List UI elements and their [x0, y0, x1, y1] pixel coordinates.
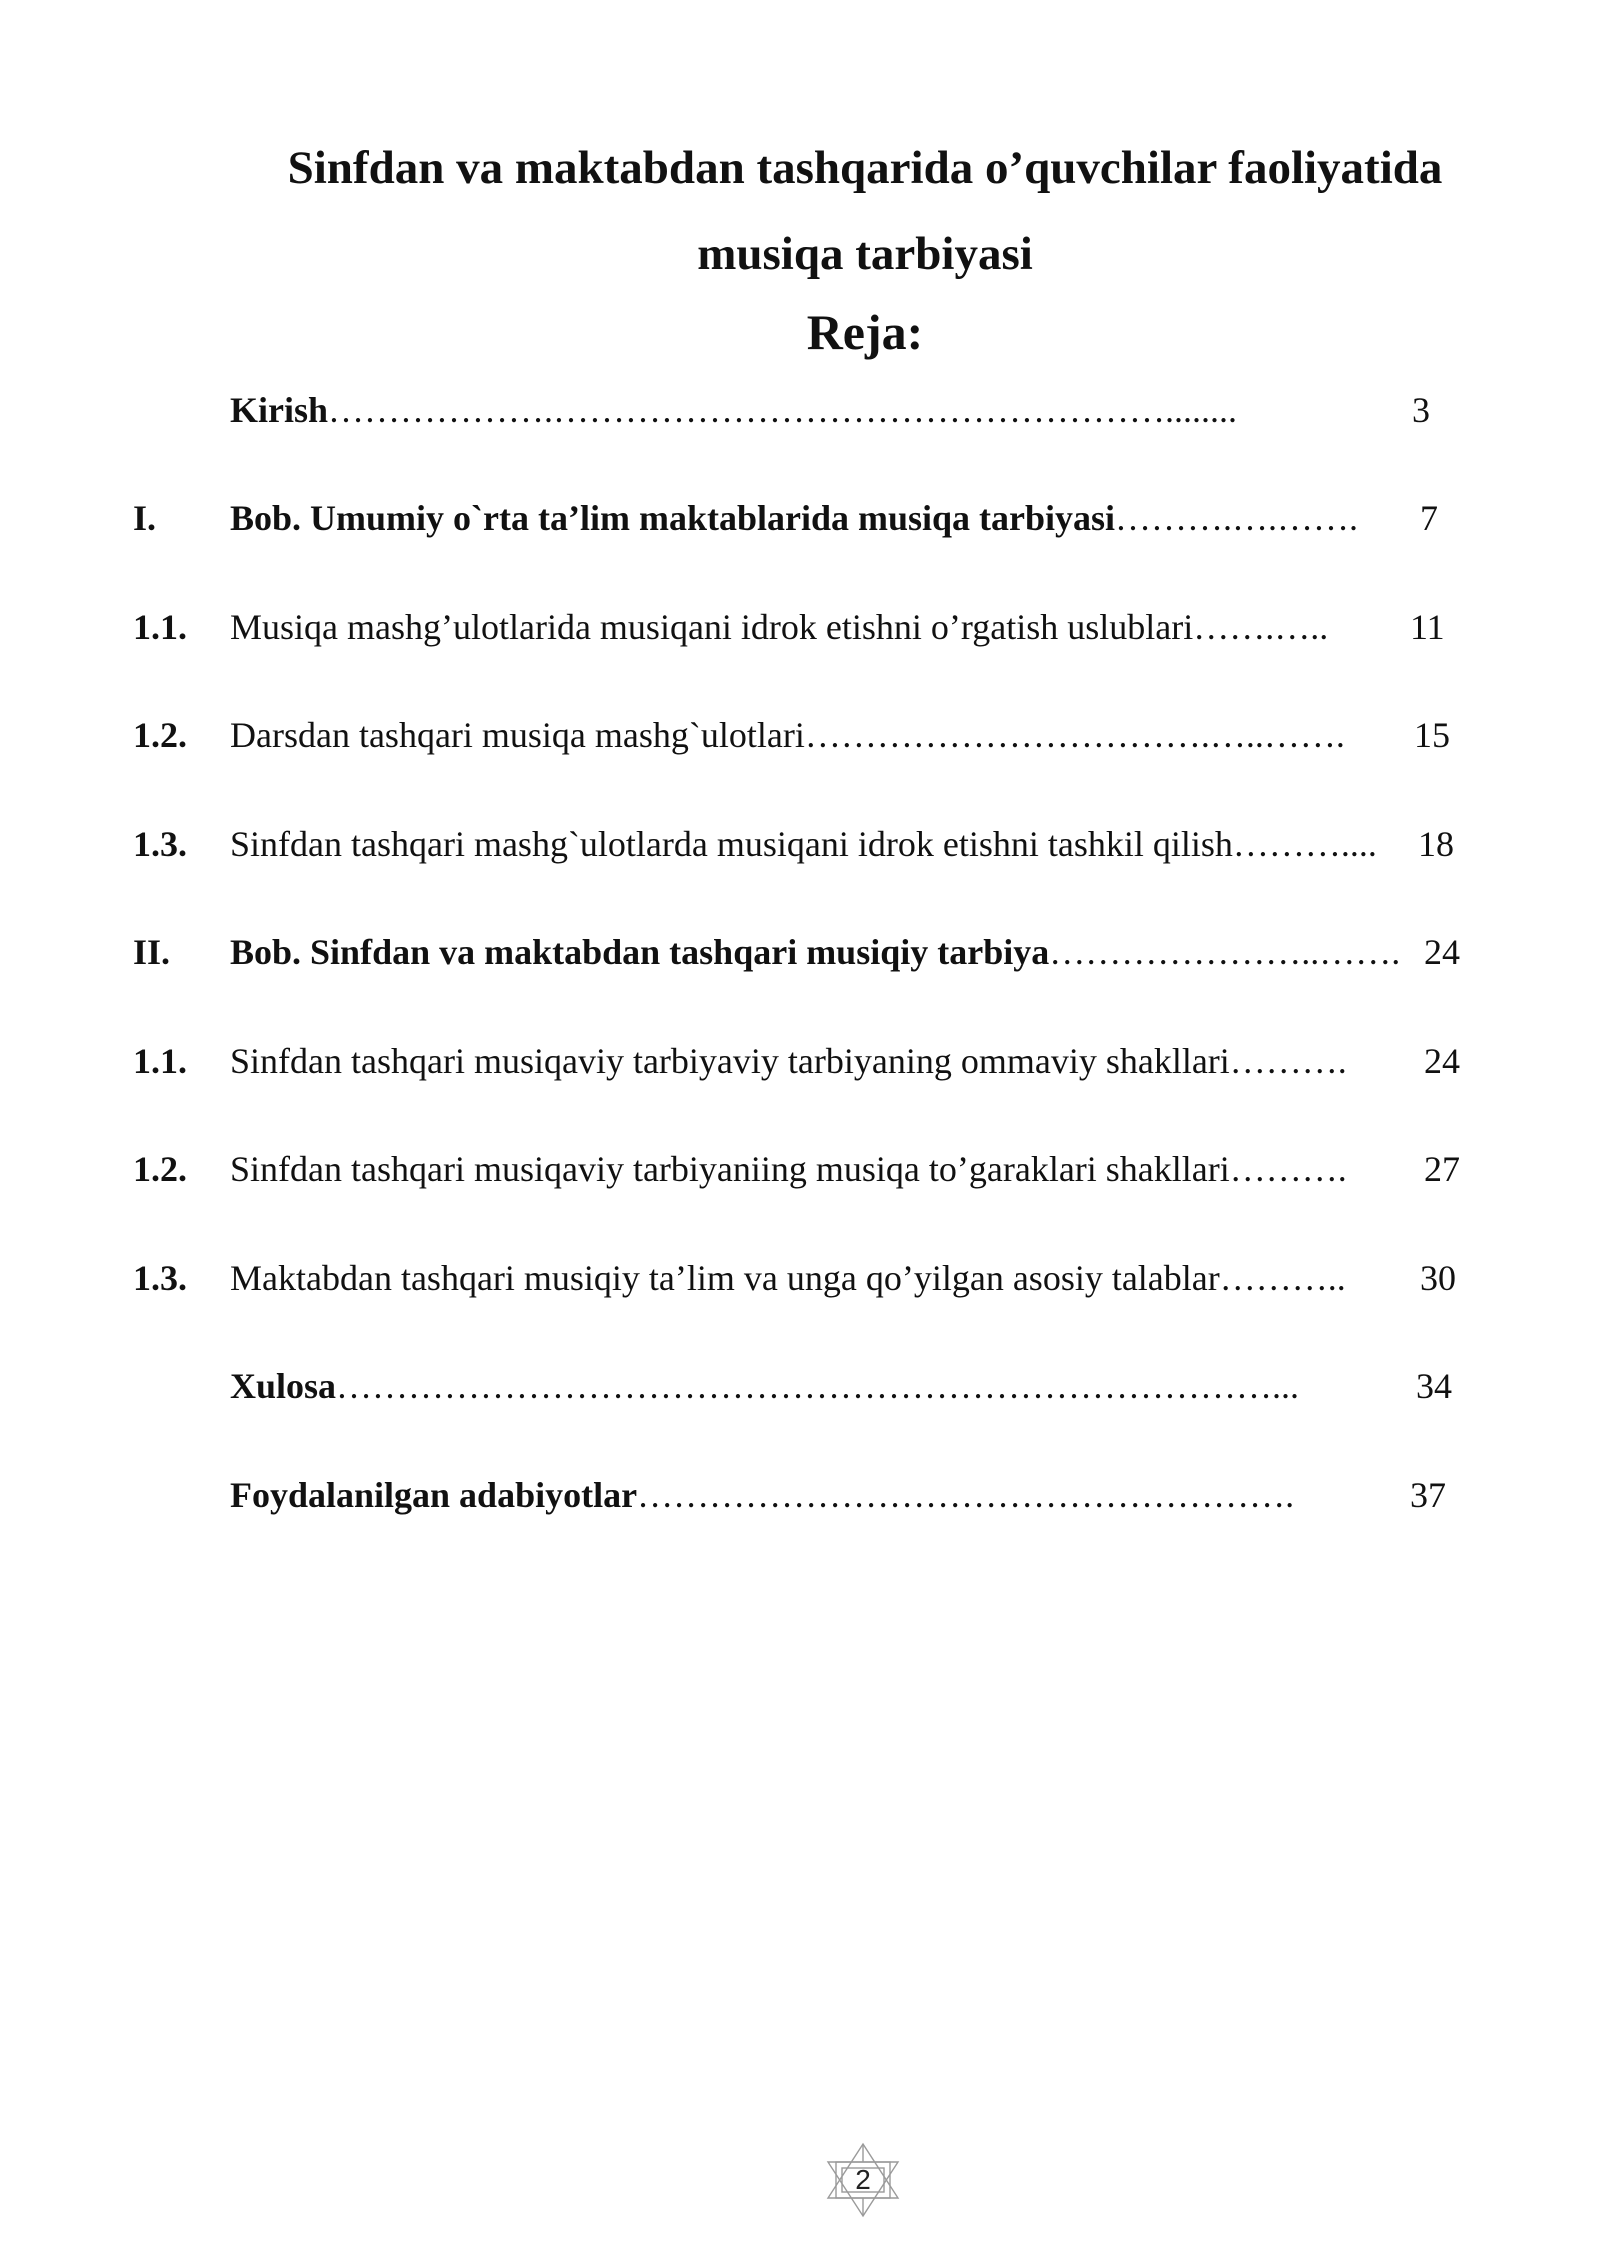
- toc-entry-page: 3: [1412, 390, 1430, 430]
- toc-entry-page: 30: [1420, 1258, 1456, 1298]
- toc-entry-page: 15: [1414, 715, 1450, 755]
- toc-entry-number: 1.2.: [133, 715, 187, 755]
- toc-entry: [0, 922, 1600, 982]
- toc-entry-page: 24: [1424, 1041, 1460, 1081]
- toc-entry: [0, 705, 1600, 765]
- toc-entry-label: Xulosa: [230, 1366, 337, 1406]
- toc-entry-page: 11: [1410, 607, 1445, 647]
- toc-entry: [0, 488, 1600, 548]
- toc-entry-leader: …….…..: [1193, 607, 1329, 647]
- toc-entry-label: Bob. Umumiy o`rta ta’lim maktablarida musiqa tarbiyasi: [230, 498, 1116, 538]
- toc-entry-number: 1.2.: [133, 1149, 187, 1189]
- toc-entry-label: Sinfdan tashqari musiqaviy tarbiyaniing musiqa to’garaklari shakllari: [230, 1149, 1230, 1189]
- toc-entry-leader: ………....: [1232, 824, 1377, 864]
- toc-entry-number: I.: [133, 498, 157, 538]
- toc-entry-leader: ………..: [1219, 1258, 1346, 1298]
- toc-entry-number: II.: [133, 932, 171, 972]
- toc-entry-label: Bob. Sinfdan va maktabdan tashqari musiqiy tarbiya: [230, 932, 1050, 972]
- toc-entry-page: 34: [1416, 1366, 1452, 1406]
- toc-entry-label: Foydalanilgan adabiyotlar: [230, 1475, 638, 1515]
- toc-entry-leader: ……………….……………………………………………........: [328, 390, 1238, 430]
- toc-entry-leader: …………………………….…..…….: [804, 715, 1345, 755]
- toc-entry-label: Kirish: [230, 390, 329, 430]
- toc-entry: [0, 380, 1600, 440]
- toc-entry-label: Maktabdan tashqari musiqiy ta’lim va unga qo’yilgan asosiy talablar: [230, 1258, 1220, 1298]
- toc-entry-page: 18: [1418, 824, 1454, 864]
- toc-entry-page: 27: [1424, 1149, 1460, 1189]
- title-line-2: musiqa tarbiyasi: [697, 228, 1033, 280]
- toc-entry-leader: ……………………………………………………………………...: [336, 1366, 1300, 1406]
- toc-entry-leader: ……………………………………………….: [637, 1475, 1295, 1515]
- toc-entry-page: 37: [1410, 1475, 1446, 1515]
- toc-entry-leader: ……….: [1229, 1149, 1347, 1189]
- toc-entry-leader: …………………..…….: [1049, 932, 1401, 972]
- toc-entry-label: Darsdan tashqari musiqa mashg`ulotlari: [230, 715, 805, 755]
- toc-entry-number: 1.3.: [133, 824, 187, 864]
- toc-entry: [0, 1248, 1600, 1308]
- toc-entry: [0, 1465, 1600, 1525]
- title-line-1: Sinfdan va maktabdan tashqarida o’quvchilar faoliyatida: [287, 142, 1443, 194]
- toc-entry-leader: ……….….…….: [1115, 498, 1359, 538]
- toc-entry: [0, 1356, 1600, 1416]
- toc-entry: [0, 1031, 1600, 1091]
- toc-entry: [0, 1139, 1600, 1199]
- plan-heading: Reja:: [806, 304, 924, 360]
- toc-entry: [0, 814, 1600, 874]
- toc-entry-page: 24: [1424, 932, 1460, 972]
- toc-entry-number: 1.1.: [133, 607, 187, 647]
- toc-entry-label: Sinfdan tashqari musiqaviy tarbiyaviy tarbiyaning ommaviy shakllari: [230, 1041, 1230, 1081]
- toc-entry-number: 1.3.: [133, 1258, 187, 1298]
- toc-entry-number: 1.1.: [133, 1041, 187, 1081]
- toc-entry-label: Musiqa mashg’ulotlarida musiqani idrok etishni o’rgatish uslublari: [230, 607, 1194, 647]
- page-number: 2: [855, 2164, 871, 2195]
- document-title: [230, 125, 1500, 297]
- toc-entry-label: Sinfdan tashqari mashg`ulotlarda musiqani idrok etishni tashkil qilish: [230, 824, 1233, 864]
- toc-entry-leader: ……….: [1229, 1041, 1347, 1081]
- toc-entry: [0, 597, 1600, 657]
- toc-entry-page: 7: [1420, 498, 1438, 538]
